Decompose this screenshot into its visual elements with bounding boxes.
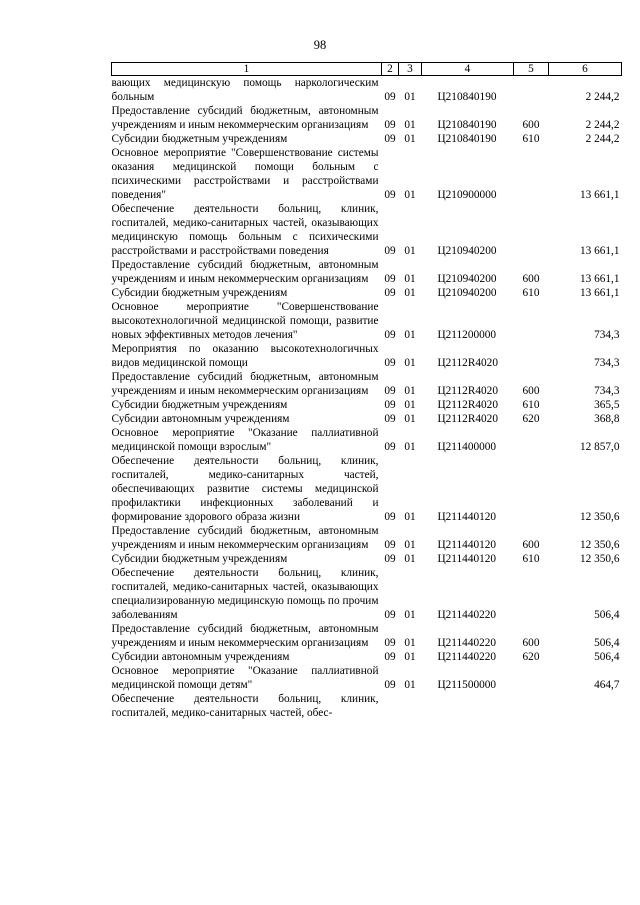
- row-section: 09: [384, 133, 396, 145]
- row-amount: 2 244,2: [585, 91, 620, 103]
- row-section: 09: [384, 119, 396, 131]
- row-amount: [549, 692, 622, 720]
- row-section: 09: [384, 357, 396, 369]
- table-row: [112, 132, 622, 146]
- row-subsection: 01: [404, 385, 416, 397]
- row-amount: 12 350,6: [579, 539, 620, 551]
- row-amount: 368,8: [594, 413, 620, 425]
- row-section: 09: [384, 189, 396, 201]
- row-section: 09: [384, 287, 396, 299]
- row-amount: 13 661,1: [579, 189, 620, 201]
- row-expense-type: [514, 454, 549, 524]
- row-target-code: Ц2112R4020: [437, 399, 498, 411]
- row-target-code: Ц211500000: [437, 679, 497, 691]
- table-row: [112, 104, 622, 132]
- row-target-code: Ц2112R4020: [437, 357, 498, 369]
- row-name: Основное мероприятие "Совершенствование высокотехнологичной медицинской помощи, развитие новых эффективных методов лечения": [111, 301, 379, 341]
- row-expense-type: 610: [522, 553, 540, 565]
- row-name: Обеспечение деятельности больниц, клиник, госпиталей, медико-санитарных частей, обеспечивающих развитие системы медицинской профилактики инфекционных заболеваний и формирование здорового образа жизни: [111, 455, 379, 523]
- table-row: [112, 76, 622, 105]
- row-expense-type: 620: [522, 651, 540, 663]
- row-target-code: Ц210900000: [437, 189, 497, 201]
- row-expense-type: 620: [522, 413, 540, 425]
- row-name: Предоставление субсидий бюджетным, автономным учреждениям и иным некоммерческим организациям: [111, 623, 379, 649]
- row-expense-type: 600: [522, 119, 540, 131]
- header-row: [112, 63, 622, 76]
- row-target-code: Ц2112R4020: [437, 385, 498, 397]
- row-name: Предоставление субсидий бюджетным, автономным учреждениям и иным некоммерческим организациям: [111, 371, 379, 397]
- row-target-code: Ц211440220: [437, 651, 497, 663]
- row-section: 09: [384, 245, 396, 257]
- table-row: [112, 370, 622, 398]
- row-expense-type: 610: [522, 287, 540, 299]
- row-name: Основное мероприятие "Оказание паллиативной медицинской помощи взрослым": [111, 427, 379, 453]
- row-target-code: Ц210940200: [437, 245, 497, 257]
- header-col-1: 1: [112, 63, 382, 76]
- table-row: [112, 300, 622, 342]
- page-number: 98: [313, 38, 327, 52]
- table-row: [112, 664, 622, 692]
- row-amount: 506,4: [594, 651, 620, 663]
- row-subsection: 01: [404, 399, 416, 411]
- row-name: Мероприятия по оказанию высокотехнологичных видов медицинской помощи: [111, 343, 379, 369]
- table-row: [112, 426, 622, 454]
- row-amount: 506,4: [594, 637, 620, 649]
- row-subsection: 01: [404, 637, 416, 649]
- row-section: 09: [384, 441, 396, 453]
- table-row: [112, 454, 622, 524]
- row-name: Предоставление субсидий бюджетным, автономным учреждениям и иным некоммерческим организациям: [111, 525, 379, 551]
- table-row: [112, 146, 622, 202]
- row-amount: 2 244,2: [585, 133, 620, 145]
- row-section: 09: [384, 413, 396, 425]
- row-section: 09: [384, 679, 396, 691]
- row-target-code: Ц211440220: [437, 637, 497, 649]
- row-name: Обеспечение деятельности больниц, клиник, госпиталей, медико-санитарных частей, оказывающих специализированную медицинскую помощь по прочим заболеваниям: [111, 567, 379, 621]
- row-subsection: [399, 692, 422, 720]
- row-name: вающих медицинскую помощь наркологическим больным: [111, 77, 379, 103]
- header-col-5: 5: [514, 63, 549, 76]
- row-target-code: Ц211440220: [437, 609, 497, 621]
- row-subsection: 01: [404, 329, 416, 341]
- row-amount: 13 661,1: [579, 287, 620, 299]
- table-row: [112, 566, 622, 622]
- row-target-code: [422, 692, 514, 720]
- row-section: 09: [384, 399, 396, 411]
- row-subsection: 01: [404, 441, 416, 453]
- row-target-code: Ц211400000: [437, 441, 497, 453]
- row-section: 09: [384, 609, 396, 621]
- table-row: [112, 622, 622, 650]
- row-expense-type: [514, 300, 549, 342]
- header-col-2: 2: [382, 63, 399, 76]
- row-expense-type: [514, 76, 549, 105]
- header-col-6: 6: [549, 63, 622, 76]
- row-subsection: 01: [404, 287, 416, 299]
- row-name: Субсидии бюджетным учреждениям: [111, 133, 288, 145]
- row-amount: 12 350,6: [579, 511, 620, 523]
- row-target-code: Ц210840190: [437, 133, 497, 145]
- row-name: Основное мероприятие "Совершенствование системы оказания медицинской помощи больным с психическими расстройствами и расстройствами поведения": [111, 147, 379, 201]
- table-row: [112, 258, 622, 286]
- row-expense-type: 600: [522, 273, 540, 285]
- row-expense-type: 600: [522, 539, 540, 551]
- row-subsection: 01: [404, 273, 416, 285]
- row-name: Предоставление субсидий бюджетным, автономным учреждениям и иным некоммерческим организациям: [111, 259, 379, 285]
- row-amount: 13 661,1: [579, 245, 620, 257]
- row-target-code: Ц210940200: [437, 273, 497, 285]
- row-subsection: 01: [404, 679, 416, 691]
- row-amount: 365,5: [594, 399, 620, 411]
- row-name: Предоставление субсидий бюджетным, автономным учреждениям и иным некоммерческим организациям: [111, 105, 379, 131]
- row-amount: 2 244,2: [585, 119, 620, 131]
- row-expense-type: 600: [522, 637, 540, 649]
- row-name: Субсидии бюджетным учреждениям: [111, 399, 288, 411]
- row-expense-type: [514, 566, 549, 622]
- row-expense-type: [514, 426, 549, 454]
- row-expense-type: 610: [522, 399, 540, 411]
- row-expense-type: [514, 202, 549, 258]
- row-subsection: 01: [404, 413, 416, 425]
- row-subsection: 01: [404, 651, 416, 663]
- row-subsection: 01: [404, 245, 416, 257]
- table-row: [112, 342, 622, 370]
- row-subsection: 01: [404, 133, 416, 145]
- row-target-code: Ц210840190: [437, 119, 497, 131]
- row-subsection: 01: [404, 119, 416, 131]
- row-target-code: Ц211200000: [437, 329, 497, 341]
- row-name: Обеспечение деятельности больниц, клиник, госпиталей, медико-санитарных частей, оказывающих медицинскую помощь больным с психическими расстройствами и расстройствами поведения: [111, 203, 379, 257]
- row-target-code: Ц2112R4020: [437, 413, 498, 425]
- row-amount: 734,3: [594, 385, 620, 397]
- row-subsection: 01: [404, 511, 416, 523]
- row-section: 09: [384, 385, 396, 397]
- row-expense-type: 600: [522, 385, 540, 397]
- row-section: 09: [384, 539, 396, 551]
- table-row: [112, 524, 622, 552]
- table-row: [112, 412, 622, 426]
- row-subsection: 01: [404, 553, 416, 565]
- row-expense-type: [514, 692, 549, 720]
- row-amount: 13 661,1: [579, 273, 620, 285]
- row-expense-type: [514, 664, 549, 692]
- row-name: Основное мероприятие "Оказание паллиативной медицинской помощи детям": [111, 665, 379, 691]
- table-row: [112, 286, 622, 300]
- row-subsection: 01: [404, 539, 416, 551]
- row-target-code: Ц210940200: [437, 287, 497, 299]
- row-target-code: Ц210840190: [437, 91, 497, 103]
- table-row: [112, 398, 622, 412]
- row-section: 09: [384, 553, 396, 565]
- table-row: [112, 692, 622, 720]
- row-subsection: 01: [404, 91, 416, 103]
- row-subsection: 01: [404, 357, 416, 369]
- table-row: [112, 552, 622, 566]
- header-col-3: 3: [399, 63, 422, 76]
- row-section: 09: [384, 511, 396, 523]
- row-expense-type: [514, 146, 549, 202]
- row-subsection: 01: [404, 609, 416, 621]
- table-row: [112, 202, 622, 258]
- row-target-code: Ц211440120: [437, 511, 497, 523]
- row-target-code: Ц211440120: [437, 539, 497, 551]
- row-name: Субсидии бюджетным учреждениям: [111, 553, 288, 565]
- row-amount: 12 350,6: [579, 553, 620, 565]
- header-col-4: 4: [422, 63, 514, 76]
- table-row: [112, 650, 622, 664]
- row-amount: 464,7: [594, 679, 620, 691]
- row-subsection: 01: [404, 189, 416, 201]
- row-target-code: Ц211440120: [437, 553, 497, 565]
- row-amount: 506,4: [594, 609, 620, 621]
- row-section: 09: [384, 273, 396, 285]
- row-name: Субсидии бюджетным учреждениям: [111, 287, 288, 299]
- row-amount: 12 857,0: [579, 441, 620, 453]
- row-expense-type: 610: [522, 133, 540, 145]
- row-name: Субсидии автономным учреждениям: [111, 651, 290, 663]
- row-amount: 734,3: [594, 357, 620, 369]
- row-name: Субсидии автономным учреждениям: [111, 413, 290, 425]
- row-section: 09: [384, 329, 396, 341]
- row-section: 09: [384, 91, 396, 103]
- row-section: [382, 692, 399, 720]
- row-expense-type: [514, 342, 549, 370]
- row-amount: 734,3: [594, 329, 620, 341]
- row-section: 09: [384, 651, 396, 663]
- row-name: Обеспечение деятельности больниц, клиник, госпиталей, медико-санитарных частей, обес-: [111, 693, 379, 719]
- row-section: 09: [384, 637, 396, 649]
- budget-table: [111, 62, 622, 720]
